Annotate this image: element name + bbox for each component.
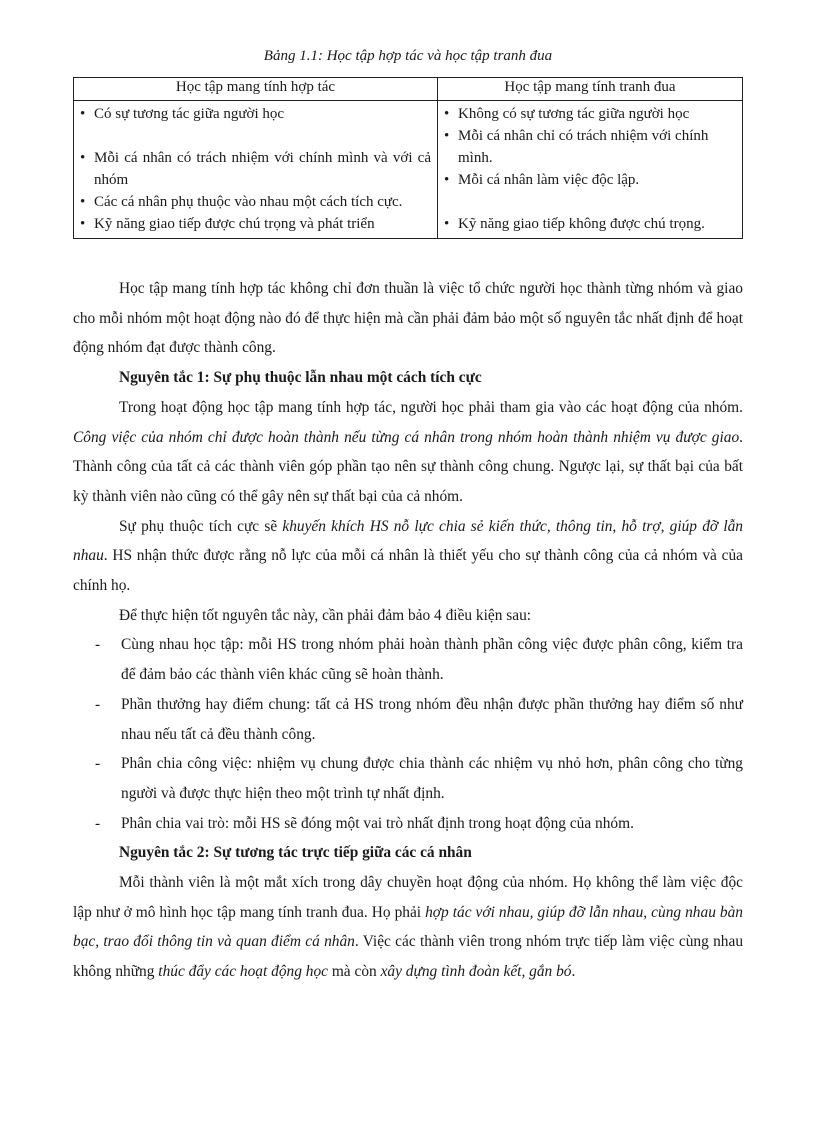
principle-1-heading: Nguyên tắc 1: Sự phụ thuộc lẫn nhau một cách tích cực (119, 369, 482, 387)
dash-marker: - (95, 695, 101, 713)
list-item: • Kỹ năng giao tiếp được chú trọng và phát triển (80, 213, 431, 235)
list-item: • Có sự tương tác giữa người học (80, 103, 431, 125)
principle-2-heading: Nguyên tắc 2: Sự tương tác trực tiếp giữa các cá nhân (119, 844, 472, 862)
bullet-icon: • (444, 216, 450, 232)
bullet-icon: • (80, 216, 86, 232)
header-cooperative: Học tập mang tính hợp tác (74, 78, 438, 101)
competitive-column (438, 101, 743, 239)
condition-item: - Phân chia vai trò: mỗi HS sẽ đóng một vai trò nhất định trong hoạt động của nhóm. (71, 809, 743, 839)
dash-marker: - (95, 755, 101, 773)
principle-1-paragraph-3: Để thực hiện tốt nguyên tắc này, cần phải đảm bảo 4 điều kiện sau: (119, 606, 532, 624)
table-caption: Bảng 1.1: Học tập hợp tác và học tập tranh đua (263, 48, 553, 64)
document-body (73, 274, 743, 987)
principle-1-paragraph-2: Sự phụ thuộc tích cực sẽ khuyến khích HS nỗ lực chia sẻ kiến thức, thông tin, hỗ trợ, giúp đỡ lẫn nhau. HS nhận thức được rằng nỗ lực của mỗi cá nhân là thiết yếu cho sự thành công của cả nhóm và của chính họ. (73, 517, 743, 595)
bullet-icon: • (80, 194, 86, 210)
dash-marker: - (95, 636, 101, 654)
condition-item: - Phần thưởng hay điểm chung: tất cả HS trong nhóm đều nhận được phần thưởng hay điểm số như nhau nếu tất cả đều thành công. (71, 690, 743, 749)
condition-item: - Phân chia công việc: nhiệm vụ chung được chia thành các nhiệm vụ nhỏ hơn, phân công cho từng người và được thực hiện theo một trình tự nhất định. (71, 749, 743, 808)
list-item: • Mỗi cá nhân chỉ có trách nhiệm với chính mình. (444, 125, 736, 169)
intro-paragraph: Học tập mang tính hợp tác không chỉ đơn thuần là việc tổ chức người học thành từng nhóm và giao cho mỗi nhóm một hoạt động nào đó để thực hiện mà cần phải đảm bảo một số nguyên tắc nhất định để hoạt động nhóm đạt được thành công. (73, 280, 743, 357)
principle-1-paragraph-1: Trong hoạt động học tập mang tính hợp tác, người học phải tham gia vào các hoạt động của nhóm. Công việc của nhóm chỉ được hoàn thành nếu từng cá nhân trong nhóm hoàn thành nhiệm vụ được giao. Thành công của tất cả các thành viên góp phần tạo nên sự thành công chung. Ngược lại, sự thất bại của bất kỳ thành viên nào cũng có thể gây nên sự thất bại của cả nhóm. (73, 398, 743, 505)
cooperative-column (74, 101, 438, 239)
dash-marker: - (95, 814, 101, 832)
principle-2-paragraph-1: Mỗi thành viên là một mắt xích trong dây chuyền hoạt động của nhóm. Họ không thể làm việc độc lập như ở mô hình học tập mang tính tranh đua. Họ phải hợp tác với nhau, giúp đỡ lẫn nhau, cùng nhau bàn bạc, trao đổi thông tin và quan điểm cá nhân. Việc các thành viên trong nhóm trực tiếp làm việc cùng nhau không những thúc đẩy các hoạt động học mà còn xây dựng tình đoàn kết, gắn bó. (73, 874, 744, 981)
header-competitive: Học tập mang tính tranh đua (438, 78, 743, 101)
list-item: • Kỹ năng giao tiếp không được chú trọng. (444, 213, 736, 235)
list-item: • Các cá nhân phụ thuộc vào nhau một cách tích cực. (80, 191, 431, 213)
list-item: • Không có sự tương tác giữa người học (444, 103, 736, 125)
list-item: • Mỗi cá nhân có trách nhiệm với chính mình và với cả nhóm (80, 147, 431, 191)
condition-item: - Cùng nhau học tập: mỗi HS trong nhóm phải hoàn thành phần công việc được phân công, kiểm tra để đảm bảo các thành viên khác cũng sẽ hoàn thành. (71, 630, 743, 689)
bullet-icon: • (444, 128, 450, 144)
bullet-icon: • (444, 106, 450, 122)
bullet-icon: • (80, 150, 86, 166)
comparison-table (73, 77, 743, 239)
bullet-icon: • (444, 172, 450, 188)
list-item: • Mỗi cá nhân làm việc độc lập. (444, 169, 736, 191)
bullet-icon: • (80, 106, 86, 122)
